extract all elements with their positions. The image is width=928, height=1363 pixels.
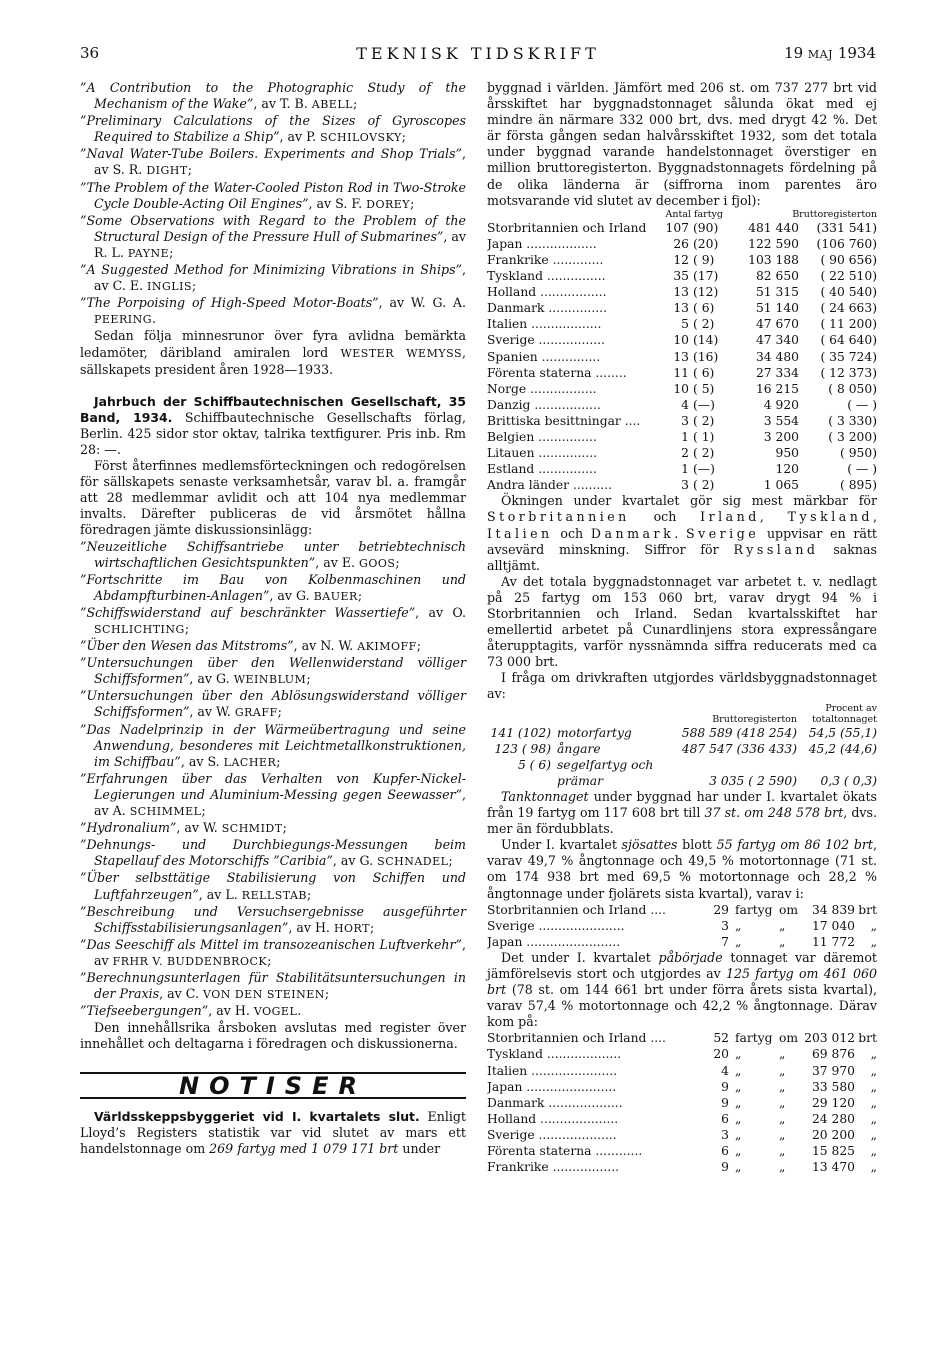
table-row: Norge ................. 10 ( 5) 16 215 ( 8 050) (487, 381, 877, 396)
reference-entry: ”Fortschritte im Bau von Kolbenmaschinen und Abdampfturbinen-Anlagen”, av G. BAUER; (80, 571, 466, 603)
unit: fartyg (735, 1031, 773, 1046)
propulsion-intro: I fråga om drivkraften utgjordes världsbyggnadstonnaget av: (487, 670, 877, 702)
reference-entry: ”Berechnungsunterlagen für Stabilitätsuntersuchungen in der Praxis, av C. VON DEN STEINEN; (80, 969, 466, 1002)
table-row: Storbritannien och Irland .... 52 fartyg om 203 012 brt (487, 1031, 877, 1046)
ship-count-prev: (16) (693, 349, 719, 364)
reference-author: DIGHT (146, 164, 188, 178)
reference-title: ”Erfahrungen über das Verhalten von Kupfer-Nickel-Legierungen und Aluminium-Messing gegen Seewasser” (80, 770, 466, 802)
country-name: Estland (487, 462, 535, 477)
ship-count: 10 (673, 381, 689, 396)
ship-count-prev: (—) (693, 397, 715, 412)
country-name: Storbritannien och Irland (487, 220, 647, 235)
ship-count-prev: (—) (693, 462, 715, 477)
table-row: Frankrike ................. 9 „ „ 13 470 „ (487, 1160, 877, 1175)
reference-entry: ”Über den Wesen das Mitstroms”, av N. W. AKIMOFF; (80, 638, 422, 654)
reference-entry: ”Untersuchungen über den Ablösungswiderstand völliger Schiffsformen”, av W. GRAFF; (80, 688, 466, 720)
country-name: Spanien (487, 349, 538, 364)
reference-author: SCHIMMEL (129, 805, 202, 819)
brt-value: 34 480 (755, 349, 799, 364)
reference-entry: ”Über selbsttätige Stabilisierung von Schiffen und Luftfahrzeugen”, av L. RELLSTAB; (80, 870, 466, 902)
reference-author: AKIMOFF (357, 640, 417, 654)
table-row: Frankrike ............. 12 ( 9) 103 188 ( 90 656) (487, 252, 877, 267)
brt-prev: ( 22 510) (820, 269, 877, 284)
reference-title: ”Untersuchungen über den Wellenwiderstand völliger Schiffsformen” (80, 655, 466, 687)
reference-author: VON DEN STEINEN (202, 988, 325, 1002)
ship-count-prev: ( 5) (693, 381, 715, 396)
reference-entry: ”Naval Water-Tube Boilers. Experiments and Shop Trials”, av S. R. DIGHT; (80, 146, 466, 178)
worldship-intro: Världsskeppsbyggeriet vid I. kvartalets slut. Enligt Lloyd’s Registers statistik var vid slutet av mars ett handelstonnage om 269 fartyg med 1 079 171 brt under (80, 1108, 466, 1156)
reference-title: ”Hydronalium” (80, 820, 177, 836)
ship-count: 141 (102) (490, 725, 551, 740)
reference-author: WEINBLUM (233, 673, 307, 687)
reference-entry: ”Untersuchungen über den Wellenwiderstand völliger Schiffsformen”, av G. WEINBLUM; (80, 655, 466, 687)
reference-author: GOOS (359, 556, 396, 570)
jahrbuch-review: Jahrbuch der Schiffbautechnischen Gesellschaft, 35 Band, 1934. Schiffbautechnische Gesellschafts förlag, Berlin. 425 sidor stor oktav, talrika textfigurer. Pris inb. Rm 28: —. (80, 393, 466, 457)
notiser-heading: NOTISER (80, 1072, 466, 1098)
country-name: Italien (487, 317, 528, 332)
reference-entry: ”The Porpoising of High-Speed Motor-Boats”, av W. G. A. PEERING. (80, 295, 466, 327)
brt-prev: ( 64 640) (820, 333, 877, 348)
table-row: Sverige .................... 3 „ „ 20 200 „ (487, 1127, 877, 1142)
brt-value: 950 (775, 446, 799, 461)
ship-count: 6 (721, 1144, 729, 1158)
country-name: Holland (487, 1111, 537, 1126)
reference-title: ”The Porpoising of High-Speed Motor-Boats” (80, 295, 379, 311)
obituary-paragraph: Sedan följa minnesrunor över fyra avlidna bemärkta ledamöter, däribland amiralen lord WESTER WEMYSS, sällskapets president åren 1928—1933. (80, 328, 466, 377)
propulsion-type: motorfartyg (557, 725, 632, 740)
ship-count: 10 (673, 333, 689, 348)
reference-author: BAUER (313, 589, 358, 603)
brt-value: 588 589 (418 254) (681, 725, 797, 740)
table-row: Japan ........................ 7 „ „ 11 772 „ (487, 934, 877, 949)
brt-value: 37 970 (811, 1063, 855, 1078)
reference-entry: ”A Suggested Method for Minimizing Vibrations in Ships”, av C. E. INGLIS; (80, 262, 466, 294)
brt-value: 203 012 (804, 1031, 855, 1046)
reference-entry: ”Dehnungs- und Durchbiegungs-Messungen beim Stapellauf des Motorschiffs ”Caribia”, av G. SCHNADEL; (80, 837, 466, 869)
brt-value: 16 215 (755, 381, 799, 396)
propulsion-table: Bruttoregisterton Procent av totaltonnaget 141 (102) motorfartyg 588 589 (418 254) 54,5 (55,1) 123 ( 98) ångare 487 547 (336 433) 45,2 (44,6) 5 ( 6) segelfartyg och prämar 3 035 ( 2 590) 0,3 ( 0,3) (487, 703, 877, 789)
unit: „ (735, 1127, 742, 1142)
ship-count: 3 (681, 413, 689, 428)
country-name: Storbritannien och Irland (487, 902, 647, 917)
brt-prev: ( 950) (840, 446, 877, 461)
reference-entry: ”Schiffswiderstand auf beschränkter Wassertiefe”, av O. SCHLICHTING; (80, 604, 466, 636)
ship-count: 26 (673, 236, 689, 251)
ship-count: 20 (713, 1047, 729, 1062)
brt-prev: (331 541) (816, 220, 877, 235)
reference-entry: ”Preliminary Calculations of the Sizes of Gyroscopes Required to Stabilize a Ship”, av P. SCHILOVSKY; (80, 113, 466, 145)
brt-value (666, 757, 797, 773)
reference-author: SCHMIDT (221, 822, 283, 836)
ship-count: 123 ( 98) (494, 741, 551, 756)
table-row: Spanien ............... 13 (16) 34 480 ( 35 724) (487, 349, 877, 364)
ship-count: 1 (681, 462, 689, 477)
unit: „ (735, 934, 742, 949)
reference-author: SCHLICHTING (94, 623, 185, 636)
brt-prev: ( 24 663) (820, 301, 877, 316)
reference-entry: ”A Contribution to the Photographic Study of the Mechanism of the Wake”, av T. B. ABELL; (80, 80, 466, 112)
reference-entry: ”Hydronalium”, av W. SCHMIDT; (80, 820, 287, 836)
launched-paragraph: Under I. kvartalet sjösattes blott 55 fartyg om 86 102 brt, varav 49,7 % ångtonnage och 49,5 % motortonnage (71 st. om 174 938 brt med 69,5 % motortonnage och 28,2 % ångtonnage under fjolärets sista kvartal), varav i: (487, 837, 877, 901)
ship-count: 9 (721, 1095, 729, 1110)
brt-prev: ( 90 656) (820, 252, 877, 267)
ship-count-prev: ( 2) (693, 478, 715, 493)
tanker-paragraph: Tanktonnaget under byggnad har under I. kvartalet ökats från 19 fartyg om 117 608 brt till 37 st. om 248 578 brt, dvs. mer än fördubblats. (487, 788, 877, 837)
country-name: Storbritannien och Irland (487, 1031, 647, 1046)
ship-count-prev: ( 6) (693, 301, 715, 316)
brt-prev: ( 11 200) (820, 317, 877, 332)
ship-count-prev: ( 2) (693, 317, 715, 332)
reference-entry: ”Das Nadelprinzip in der Wärmeübertragung und seine Anwendung, besonderes mit Leichtmetallkonstruktionen, im Schiffbau”, av S. LACHER; (80, 721, 466, 769)
brt-value: 13 470 (811, 1160, 855, 1175)
ship-count: 9 (721, 1160, 729, 1175)
table-row: Andra länder .......... 3 ( 2) 1 065 ( 895) (487, 478, 877, 493)
ship-count-prev: (90) (693, 220, 719, 235)
launched-table (487, 902, 877, 950)
table-row: Tyskland ................... 20 „ „ 69 876 „ (487, 1047, 877, 1062)
table-row (487, 741, 877, 757)
reference-title: ”Das Nadelprinzip in der Wärmeübertragung und seine Anwendung, besonderes mit Leichtmetallkonstruktionen, im Schiffbau” (80, 721, 466, 769)
country-name: Litauen (487, 446, 535, 461)
unit: „ (735, 1079, 742, 1094)
brt-value: 47 340 (755, 333, 799, 348)
table-row: Holland .................... 6 „ „ 24 280 „ (487, 1111, 877, 1126)
unit: „ (735, 1160, 742, 1175)
table-row: Sverige ...................... 3 „ „ 17 040 „ (487, 918, 877, 933)
table-row: Holland ................. 13 (12) 51 315 ( 40 540) (487, 285, 877, 300)
reference-author: INGLIS (147, 280, 192, 294)
table-row: Förenta staterna ............ 6 „ „ 15 825 „ (487, 1144, 877, 1158)
reference-entry: ”Beschreibung und Versuchsergebnisse ausgeführter Schiffsstabilisierungsanlagen”, av H. HORT; (80, 903, 466, 935)
reference-title: ”Some Observations with Regard to the Problem of the Structural Design of the Pressure Hull of Submarines” (80, 212, 466, 244)
country-name: Danzig (487, 397, 531, 412)
percent-value: 54,5 (55,1) (808, 725, 877, 740)
unit: „ (735, 1144, 742, 1158)
reference-author: PEERING (94, 313, 153, 327)
left-column (80, 80, 466, 1157)
jahrbuch-paragraph: Först återfinnes medlemsförteckningen och redogörelsen för sällskapets senaste verksamhetsår, varav bl. a. framgår att 28 medlemmar avlidit och att 104 nya medlemmar invalts. Därefter publiceras de vid årsmötet hållna föredragen jämte diskussionsinlägg: (80, 458, 466, 538)
table-row: Tyskland ............... 35 (17) 82 650 ( 22 510) (487, 269, 877, 284)
ship-count: 5 (681, 317, 689, 332)
started-table (487, 1030, 877, 1175)
country-name: Förenta staterna (487, 1144, 592, 1158)
table-row: Sverige ................. 10 (14) 47 340 ( 64 640) (487, 333, 877, 348)
ship-count: 13 (673, 301, 689, 316)
reference-title: ”The Problem of the Water-Cooled Piston Rod in Two-Stroke Cycle Double-Acting Oil Engines” (80, 179, 466, 211)
table-row: Danmark ................... 9 „ „ 29 120 „ (487, 1095, 877, 1110)
table-row: Brittiska besittningar .... 3 ( 2) 3 554 ( 3 330) (487, 413, 877, 428)
ship-count: 7 (721, 934, 729, 949)
reference-entry: ”The Problem of the Water-Cooled Piston Rod in Two-Stroke Cycle Double-Acting Oil Engines”, av S. F. DOREY; (80, 179, 466, 211)
ship-count-prev: ( 2) (693, 446, 715, 461)
tonnage-by-country-table (487, 209, 877, 494)
ship-count: 13 (673, 349, 689, 364)
brt-value: 3 200 (763, 429, 799, 444)
reference-author: GRAFF (234, 706, 278, 720)
brt-value: 11 772 (811, 934, 855, 949)
table-row (487, 773, 877, 789)
brt-prev: ( 40 540) (820, 285, 877, 300)
reference-title: ”Preliminary Calculations of the Sizes of Gyroscopes Required to Stabilize a Ship” (80, 113, 466, 145)
table-row: Belgien ............... 1 ( 1) 3 200 ( 3 200) (487, 429, 877, 444)
unit: „ (735, 1111, 742, 1126)
brt-prev: ( 12 373) (820, 365, 877, 380)
table-row: Italien .................. 5 ( 2) 47 670 ( 11 200) (487, 317, 877, 332)
country-name: Danmark (487, 301, 545, 316)
right-column (487, 80, 877, 1175)
table-row (487, 725, 877, 741)
brt-value: 3 035 ( 2 590) (709, 773, 797, 788)
propulsion-type: ångare (557, 741, 601, 756)
reference-author: VOGEL (253, 1005, 298, 1019)
reference-title: ”Tiefseebergungen” (80, 1003, 209, 1019)
ship-count: 35 (673, 269, 689, 284)
brt-value: 34 839 (811, 902, 855, 917)
ship-count: 4 (721, 1063, 729, 1078)
brt-value: 51 315 (755, 285, 799, 300)
ship-count: 5 ( 6) (517, 757, 551, 772)
percent-value (797, 757, 877, 773)
reference-author: DOREY (366, 197, 411, 211)
reference-author: RELLSTAB (241, 888, 308, 902)
ship-count: 3 (681, 478, 689, 493)
country-name: Danmark (487, 1095, 545, 1110)
reference-title: ”Über selbsttätige Stabilisierung von Schiffen und Luftfahrzeugen” (80, 870, 466, 902)
country-name: Tyskland (487, 1047, 543, 1062)
brt-value: 17 040 (811, 918, 855, 933)
table-row: Förenta staterna ........ 11 ( 6) 27 334 ( 12 373) (487, 365, 877, 380)
country-name: Brittiska besittningar (487, 413, 621, 428)
reference-author: HORT (333, 921, 370, 935)
ship-count: 4 (681, 397, 689, 412)
ship-count: 13 (673, 285, 689, 300)
brt-value: 24 280 (811, 1111, 855, 1126)
ship-count: 2 (681, 446, 689, 461)
country-name: Sverige (487, 1127, 535, 1142)
ship-count-prev: ( 6) (693, 365, 715, 380)
reference-title: ”Naval Water-Tube Boilers. Experiments and Shop Trials” (80, 146, 462, 162)
brt-value: 481 440 (748, 220, 799, 235)
suspended-paragraph: Av det totala byggnadstonnaget var arbetet t. v. nedlagt på 25 fartyg om 153 060 brt, varav drygt 94 % i Storbritannien och Irland. Sedan kvartalsskiftet har emellertid arbetet på Cunardlinjens stora expressångare återupptagits, varför nyssnämnda siffra reducerats med ca 73 000 brt. (487, 573, 877, 670)
unit: „ (735, 918, 742, 933)
started-paragraph: Det under I. kvartalet påbörjade tonnaget var däremot jämförelsevis stort och utgjordes av 125 fartyg om 461 060 brt (78 st. om 144 661 brt under förra årets sista kvartal), varav 57,4 % motortonnage och 42,2 % ångtonnage. Därav kom på: (487, 949, 877, 1030)
country-name: Förenta staterna (487, 365, 592, 380)
reference-title: ”Über den Wesen das Mitstroms” (80, 638, 294, 654)
unit: „ (735, 1047, 742, 1062)
ship-count-prev: (17) (693, 269, 719, 284)
brt-value: 4 920 (763, 397, 799, 412)
ship-count-prev: (14) (693, 333, 719, 348)
brt-prev: (106 760) (816, 236, 877, 251)
reference-title: ”Das Seeschiff als Mittel im transozeanischen Luftverkehr” (80, 936, 462, 952)
reference-author: SCHILOVSKY (320, 131, 402, 145)
col-header-brt: Bruttoregisterton (792, 208, 877, 220)
table-row: Storbritannien och Irland .... 29 fartyg om 34 839 brt (487, 902, 877, 917)
country-name: Tyskland (487, 269, 543, 284)
reference-title: ”A Suggested Method for Minimizing Vibrations in Ships” (80, 262, 462, 278)
brt-value: 15 825 (811, 1144, 855, 1158)
brt-value: 1 065 (763, 478, 799, 493)
ship-count: 6 (721, 1111, 729, 1126)
reference-list-2 (80, 539, 466, 1021)
increase-paragraph: Ökningen under kvartalet gör sig mest märkbar för Storbritannien och Irland, Tyskland, Italien och Danmark. Sverige uppvisar en rätt avsevärd minskning. Siffror för Ryssland saknas alltjämt. (487, 493, 877, 573)
ship-count (487, 773, 557, 789)
brt-value: 487 547 (336 433) (681, 741, 797, 756)
brt-prev: ( 35 724) (820, 349, 877, 364)
reference-entry: ”Das Seeschiff als Mittel im transozeanischen Luftverkehr”, av FRHR V. BUDDENBROCK; (80, 936, 466, 968)
brt-value: 3 554 (763, 413, 799, 428)
journal-title: TEKNISK TIDSKRIFT (356, 44, 600, 63)
closing-paragraph: Den innehållsrika årsboken avslutas med register över innehållet och deltagarna i föredragen och diskussionerna. (80, 1020, 466, 1052)
ship-count: 29 (713, 902, 729, 917)
review-heading: Jahrbuch der Schiffbautechnischen Gesellschaft, 35 Band, 1934. (80, 393, 466, 425)
ship-count: 11 (673, 365, 689, 380)
country-name: Frankrike (487, 252, 549, 267)
unit: „ (735, 1063, 742, 1078)
brt-value: 103 188 (748, 252, 799, 267)
brt-value: 122 590 (748, 236, 799, 251)
reference-title: ”A Contribution to the Photographic Study of the Mechanism of the Wake” (80, 80, 466, 112)
propulsion-type: segelfartyg och (557, 757, 654, 772)
reference-author: FRHR V. BUDDENBROCK (112, 954, 268, 968)
reference-title: ”Schiffswiderstand auf beschränkter Wassertiefe” (80, 604, 416, 620)
ship-count: 1 (681, 429, 689, 444)
brt-value: 69 876 (811, 1047, 855, 1062)
brt-prev: ( 895) (840, 478, 877, 493)
table-row: Japan .................. 26 (20) 122 590 (106 760) (487, 236, 877, 251)
table-row: Estland ............... 1 (—) 120 ( — ) (487, 462, 877, 477)
ship-count: 9 (721, 1079, 729, 1094)
brt-value: 82 650 (755, 269, 799, 284)
reference-title: ”Berechnungsunterlagen für Stabilitätsuntersuchungen in der Praxis (80, 969, 466, 1002)
table-row: Danzig ................. 4 (—) 4 920 ( — ) (487, 397, 877, 412)
ship-count: 52 (713, 1031, 729, 1046)
brt-value: 51 140 (755, 301, 799, 316)
reference-entry: ”Some Observations with Regard to the Problem of the Structural Design of the Pressure Hull of Submarines”, av R. L. PAYNE; (80, 212, 466, 260)
brt-value: 27 334 (755, 365, 799, 380)
brt-value: 29 120 (811, 1095, 855, 1110)
notice-heading: Världsskeppsbyggeriet vid I. kvartalets slut. (94, 1108, 420, 1124)
country-name: Japan (487, 236, 523, 251)
country-name: Holland (487, 285, 537, 300)
brt-value: 20 200 (811, 1127, 855, 1142)
table-row: Litauen ............... 2 ( 2) 950 ( 950) (487, 446, 877, 461)
reference-title: ”Dehnungs- und Durchbiegungs-Messungen beim Stapellauf des Motorschiffs ”Caribia” (80, 837, 466, 869)
table-row (487, 757, 877, 773)
page-number: 36 (80, 44, 100, 62)
reference-author: SCHNADEL (377, 855, 449, 869)
country-name: Frankrike (487, 1160, 549, 1175)
brt-prev: ( — ) (847, 462, 877, 477)
country-name: Norge (487, 381, 527, 396)
percent-value: 0,3 ( 0,3) (820, 773, 877, 788)
worldship-continued: byggnad i världen. Jämfört med 206 st. om 737 277 brt vid årsskiftet har byggnadstonnaget sålunda ökat med ej mindre än närmare 332 000 brt, dvs. med drygt 42 %. Det är första gången sedan halvårsskiftet 1932, som det totala under byggnad varande handelstonnaget överstiger en million bruttoregisterton. Byggnadstonnagets fördelning på de olika länderna är (siffrorna inom parentes äro motsvarande vid slutet av december i fjol): (487, 80, 877, 208)
brt-prev: ( 3 200) (828, 429, 877, 444)
table-row: Danmark ............... 13 ( 6) 51 140 ( 24 663) (487, 301, 877, 316)
table-row: Italien ...................... 4 „ „ 37 970 „ (487, 1063, 877, 1078)
ship-count: 3 (721, 918, 729, 933)
reference-author: PAYNE (127, 246, 170, 260)
reference-title: ”Neuzeitliche Schiffsantriebe unter betriebtechnisch wirtschaftlichen Gesichtspunkten” (80, 538, 466, 570)
propulsion-type: prämar (557, 773, 603, 788)
reference-list-1 (80, 80, 466, 328)
ship-count: 3 (721, 1127, 729, 1142)
brt-value: 120 (775, 462, 799, 477)
country-name: Japan (487, 934, 523, 949)
reference-author: LACHER (223, 755, 277, 769)
ship-count: 12 (673, 252, 689, 267)
brt-prev: ( 3 330) (828, 413, 877, 428)
country-name: Japan (487, 1079, 523, 1094)
issue-date: 19 MAJ 1934 (784, 44, 876, 62)
brt-value: 47 670 (755, 317, 799, 332)
unit: fartyg (735, 902, 773, 917)
country-name: Sverige (487, 333, 535, 348)
ship-count-prev: (12) (693, 285, 719, 300)
brt-prev: ( — ) (847, 397, 877, 412)
percent-value: 45,2 (44,6) (808, 741, 877, 756)
country-name: Andra länder (487, 478, 570, 493)
reference-entry: ”Neuzeitliche Schiffsantriebe unter betriebtechnisch wirtschaftlichen Gesichtspunkten”, av E. GOOS; (80, 538, 466, 570)
brt-value: 33 580 (811, 1079, 855, 1094)
page-header (80, 44, 876, 68)
ship-count-prev: ( 9) (693, 252, 715, 267)
ship-count-prev: ( 1) (693, 429, 715, 444)
table-row (487, 220, 877, 236)
country-name: Italien (487, 1063, 528, 1078)
brt-prev: ( 8 050) (828, 381, 877, 396)
country-name: Belgien (487, 429, 535, 444)
reference-entry: ”Erfahrungen über das Verhalten von Kupfer-Nickel-Legierungen und Aluminium-Messing gegen Seewasser”, av A. SCHIMMEL; (80, 770, 466, 819)
unit: „ (735, 1095, 742, 1110)
reference-author: ABELL (311, 98, 353, 112)
reference-title: ”Fortschritte im Bau von Kolbenmaschinen und Abdampfturbinen-Anlagen” (80, 571, 466, 603)
ship-count: 107 (665, 220, 689, 235)
reference-entry: ”Tiefseebergungen”, av H. VOGEL. (80, 1003, 302, 1019)
col-header-ships: Antal fartyg (665, 208, 723, 220)
reference-title: ”Untersuchungen über den Ablösungswiderstand völliger Schiffsformen” (80, 688, 466, 720)
reference-title: ”Beschreibung und Versuchsergebnisse ausgeführter Schiffsstabilisierungsanlagen” (80, 903, 466, 935)
table-row: Japan ....................... 9 „ „ 33 580 „ (487, 1079, 877, 1094)
ship-count-prev: (20) (693, 236, 719, 251)
ship-count-prev: ( 2) (693, 413, 715, 428)
country-name: Sverige (487, 918, 535, 933)
